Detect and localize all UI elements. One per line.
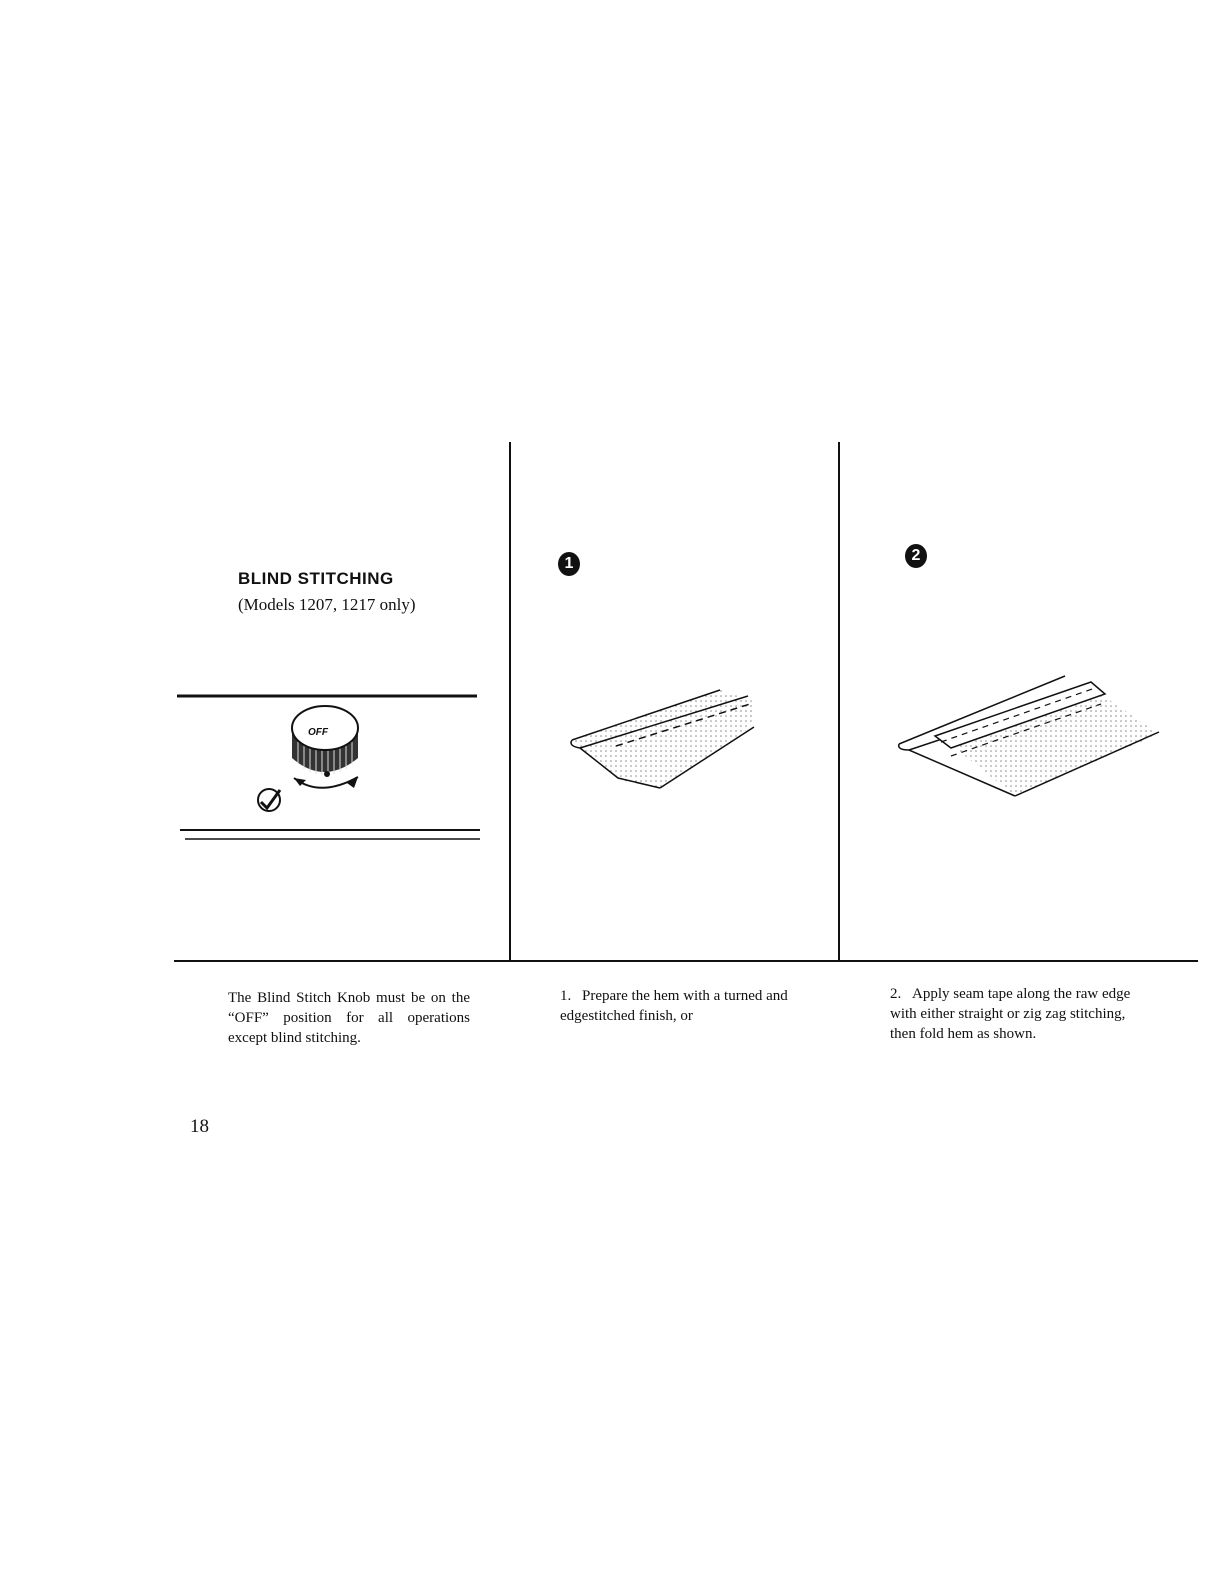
- step-2-caption: [890, 984, 1134, 1044]
- step-1-badge: 1: [558, 552, 580, 576]
- knob-off-label: OFF: [308, 727, 328, 738]
- section-title: BLIND STITCHING: [238, 569, 394, 588]
- step-1-caption: [560, 986, 810, 1026]
- page-number: 18: [190, 1116, 209, 1137]
- seam-tape-hem-illustration: [895, 670, 1165, 800]
- panel-bottom-rule: [174, 960, 1198, 962]
- step-1-number: 1.: [560, 988, 572, 1004]
- blind-stitch-knob-illustration: [170, 690, 490, 850]
- step-2-text: Apply seam tape along the raw edge with either straight or zig zag stitching, then fold hem as shown.: [890, 986, 1131, 1042]
- panel-divider-2: [838, 442, 840, 960]
- step-1-text: Prepare the hem with a turned and edgestitched finish, or: [560, 988, 788, 1024]
- panel-divider-1: [509, 442, 511, 960]
- section-subtitle: (Models 1207, 1217 only): [238, 595, 416, 614]
- turned-edgestitched-hem-illustration: [560, 680, 770, 790]
- step-2-number: 2.: [890, 986, 902, 1002]
- step-2-badge: 2: [905, 544, 927, 568]
- knob-caption: The Blind Stitch Knob must be on the “OFF” position for all operations except blind stitching.: [228, 990, 470, 1046]
